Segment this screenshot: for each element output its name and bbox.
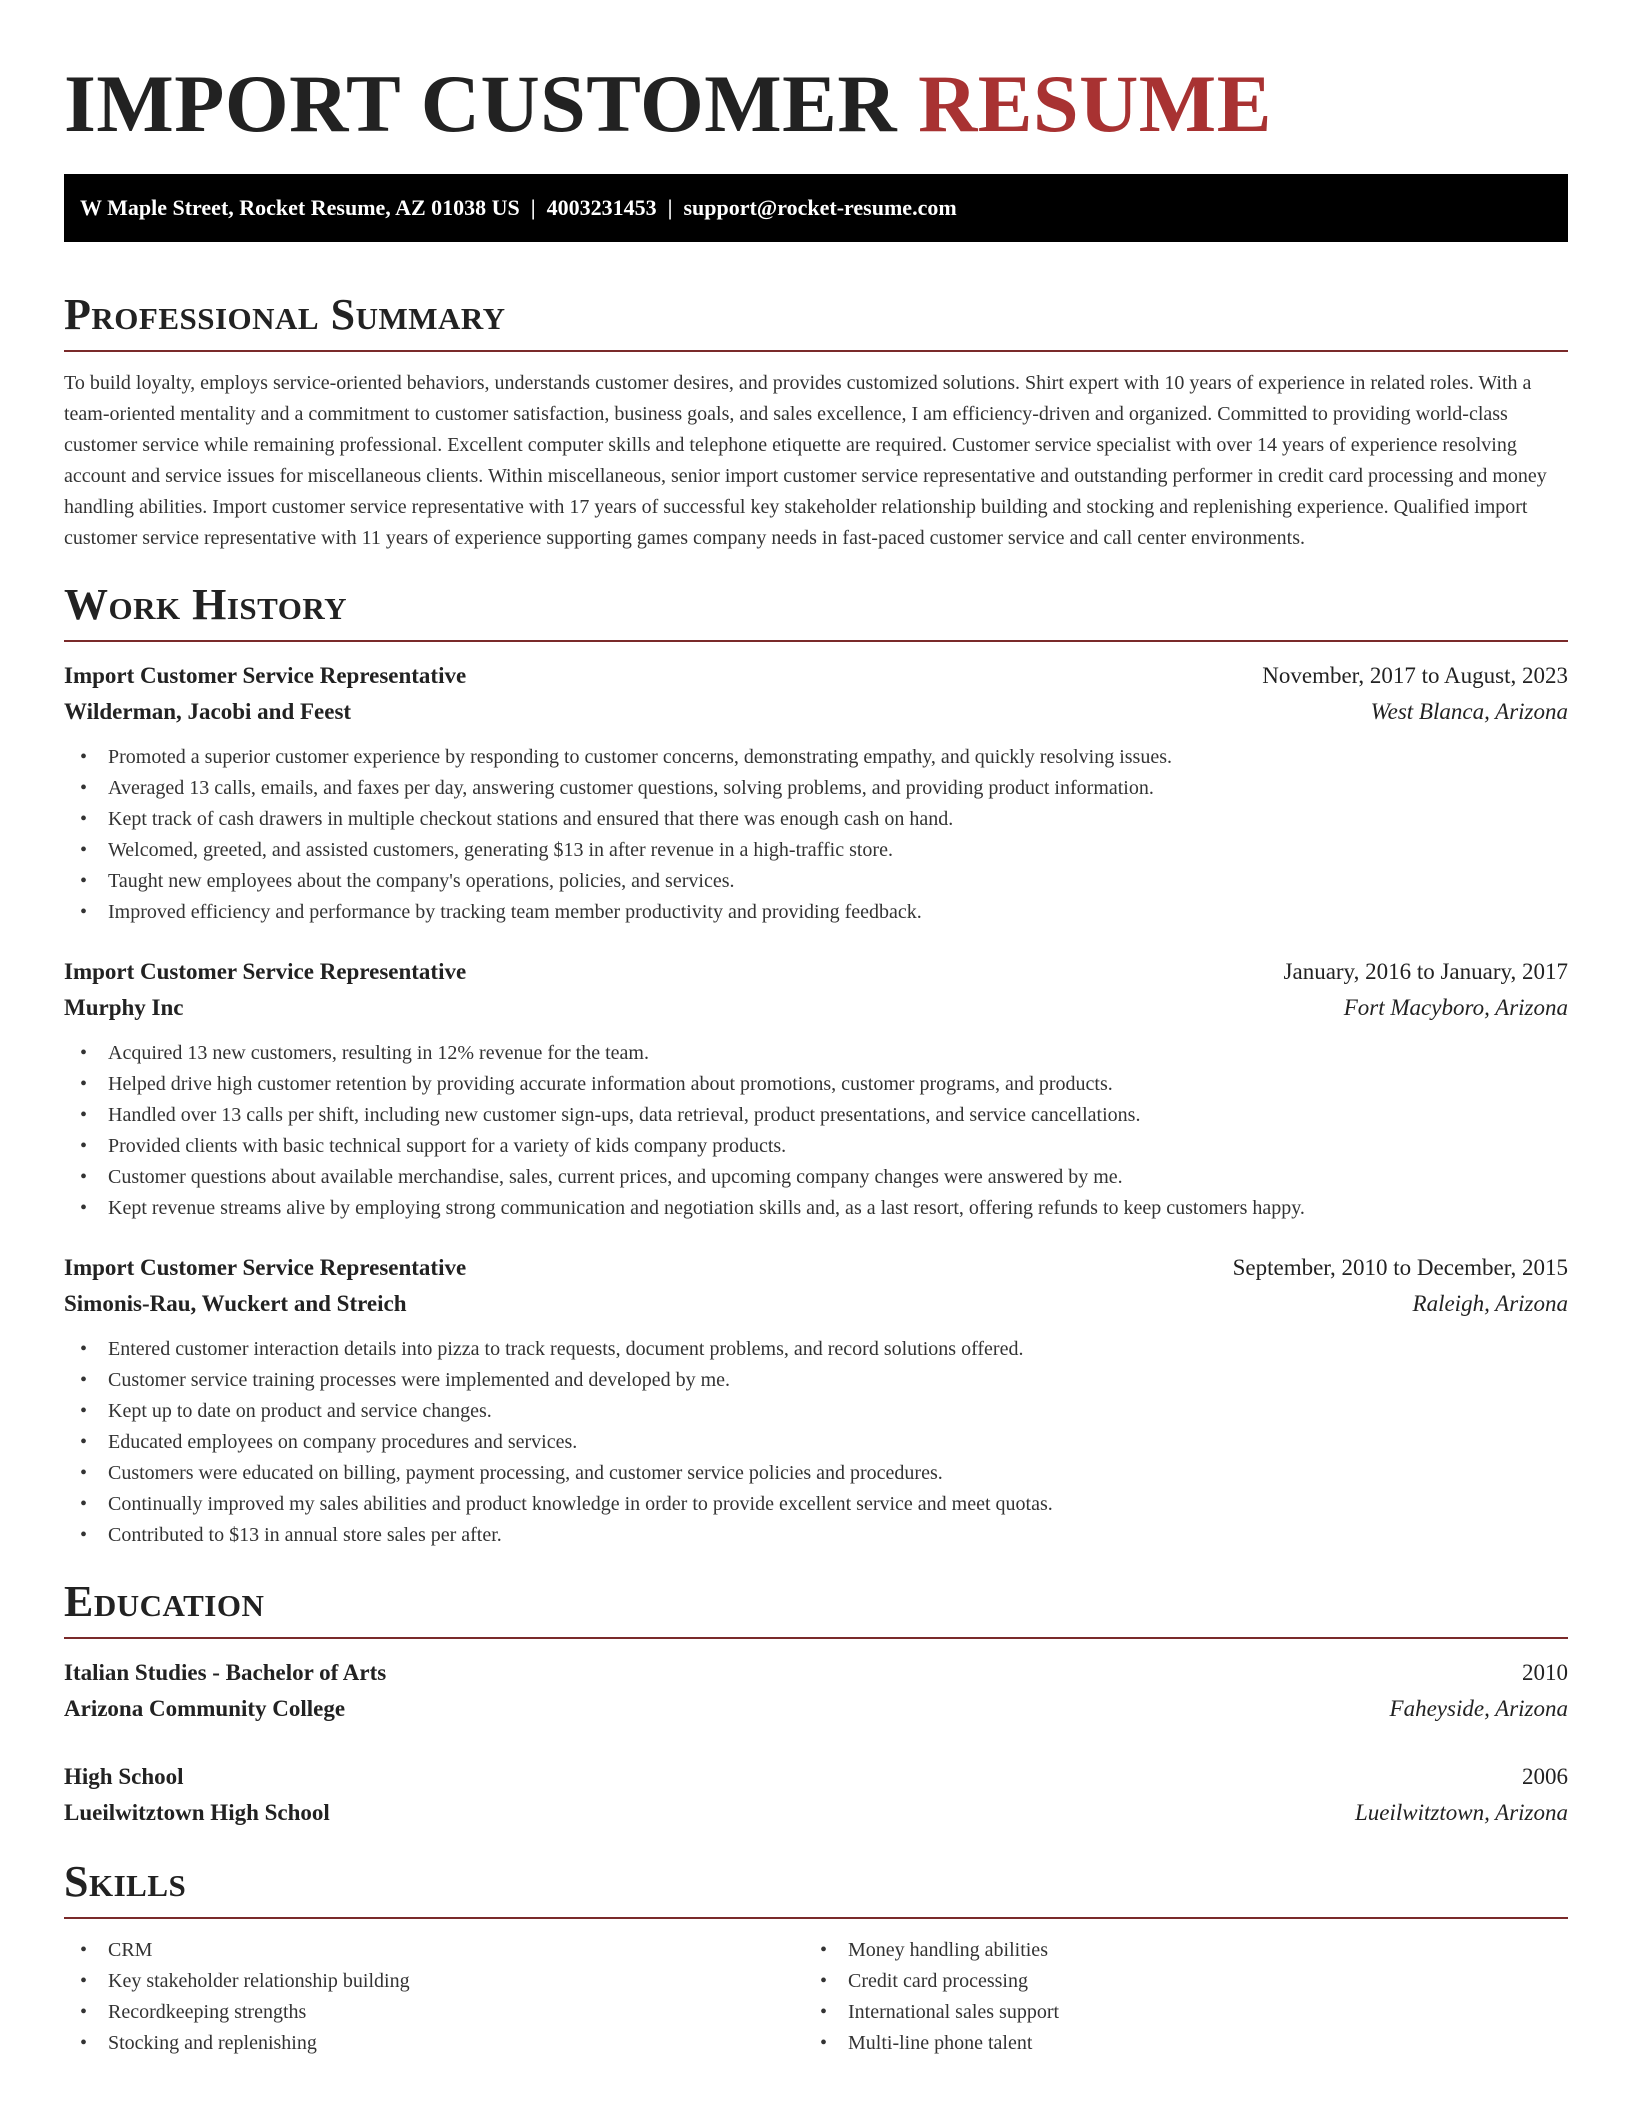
job-location: West Blanca, Arizona	[1370, 699, 1568, 724]
job-bullet: • Acquired 13 new customers, resulting in 12% revenue for the team.	[64, 1038, 1568, 1069]
skills-column-left	[64, 1935, 804, 2059]
education-degree: High School	[64, 1764, 184, 1789]
job-bullets	[64, 1334, 1568, 1551]
skill-item: • Credit card processing	[804, 1966, 1544, 1997]
skills-section	[64, 1857, 1568, 2059]
job-dates: January, 2016 to January, 2017	[1283, 959, 1568, 984]
resume-title	[64, 58, 1568, 150]
education-location: Faheyside, Arizona	[1389, 1696, 1568, 1721]
job-bullet: • Educated employees on company procedures and services.	[64, 1427, 1568, 1458]
education-entry	[64, 1759, 1568, 1831]
job-header	[64, 658, 1568, 694]
job-bullet: • Provided clients with basic technical support for a variety of kids company products.	[64, 1131, 1568, 1162]
skill-item: • Multi-line phone talent	[804, 2028, 1544, 2059]
summary-heading: Professional Summary	[64, 290, 506, 339]
education-school: Arizona Community College	[64, 1696, 346, 1721]
education-school: Lueilwitztown High School	[64, 1800, 330, 1825]
job-location: Fort Macyboro, Arizona	[1343, 995, 1568, 1020]
job-entry	[64, 954, 1568, 1224]
section-divider	[64, 1637, 1568, 1639]
job-header	[64, 954, 1568, 990]
job-company: Wilderman, Jacobi and Feest	[64, 699, 352, 724]
contact-bar: W Maple Street, Rocket Resume, AZ 01038 US | 4003231453 | support@rocket-resume.com	[64, 174, 1568, 242]
job-bullet: • Customer service training processes were implemented and developed by me.	[64, 1365, 1568, 1396]
job-dates: September, 2010 to December, 2015	[1232, 1255, 1568, 1280]
skill-item: • CRM	[64, 1935, 804, 1966]
resume-page	[64, 0, 1568, 2059]
section-divider	[64, 640, 1568, 642]
education-section	[64, 1577, 1568, 1831]
job-company: Murphy Inc	[64, 995, 184, 1020]
education-location: Lueilwitztown, Arizona	[1354, 1800, 1568, 1825]
skill-item: • Stocking and replenishing	[64, 2028, 804, 2059]
job-title: Import Customer Service Representative	[64, 959, 467, 984]
skills-column-right	[804, 1935, 1544, 2059]
job-subheader	[64, 1286, 1568, 1322]
job-subheader	[64, 694, 1568, 730]
job-bullet: • Averaged 13 calls, emails, and faxes per day, answering customer questions, solving problems, and providing product information.	[64, 773, 1568, 804]
job-company: Simonis-Rau, Wuckert and Streich	[64, 1291, 407, 1316]
education-subheader	[64, 1691, 1568, 1727]
job-bullet: • Continually improved my sales abilities and product knowledge in order to provide excellent service and meet quotas.	[64, 1489, 1568, 1520]
education-year: 2006	[1522, 1764, 1568, 1789]
job-title: Import Customer Service Representative	[64, 663, 467, 688]
skills-grid	[64, 1935, 1568, 2059]
job-bullet: • Promoted a superior customer experience by responding to customer concerns, demonstrating empathy, and quickly resolving issues.	[64, 742, 1568, 773]
job-entry	[64, 1250, 1568, 1551]
education-heading: Education	[64, 1577, 265, 1626]
job-title: Import Customer Service Representative	[64, 1255, 467, 1280]
job-bullet: • Helped drive high customer retention by providing accurate information about promotions, customer programs, and products.	[64, 1069, 1568, 1100]
job-header	[64, 1250, 1568, 1286]
job-bullet: • Contributed to $13 in annual store sales per after.	[64, 1520, 1568, 1551]
skills-heading: Skills	[64, 1857, 187, 1906]
job-location: Raleigh, Arizona	[1412, 1291, 1568, 1316]
job-bullet: • Handled over 13 calls per shift, including new customer sign-ups, data retrieval, product presentations, and service cancellations.	[64, 1100, 1568, 1131]
work-section	[64, 580, 1568, 1551]
title-accent: RESUME	[918, 58, 1272, 149]
job-bullets	[64, 1038, 1568, 1224]
skill-item: • Recordkeeping strengths	[64, 1997, 804, 2028]
job-bullet: • Taught new employees about the company's operations, policies, and services.	[64, 866, 1568, 897]
skill-item: • Money handling abilities	[804, 1935, 1544, 1966]
education-subheader	[64, 1795, 1568, 1831]
job-bullet: • Kept up to date on product and service changes.	[64, 1396, 1568, 1427]
job-subheader	[64, 990, 1568, 1026]
skill-item: • International sales support	[804, 1997, 1544, 2028]
work-heading: Work History	[64, 580, 348, 629]
section-divider	[64, 350, 1568, 352]
education-header	[64, 1759, 1568, 1795]
summary-text: To build loyalty, employs service-oriented behaviors, understands customer desires, and provides customized solutions. Shirt expert with 10 years of experience in related roles. With a team-oriented mentality and a commitment to customer satisfaction, business goals, and sales excellence, I am efficiency-driven and organized. Committed to providing world-class customer service while remaining professional. Excellent computer skills and telephone etiquette are required. Customer service specialist with over 14 years of experience resolving account and service issues for miscellaneous clients. Within miscellaneous, senior import customer service representative and outstanding performer in credit card processing and money handling abilities. Import customer service representative with 17 years of successful key stakeholder relationship building and stocking and replenishing experience. Qualified import customer service representative with 11 years of experience supporting games company needs in fast-paced customer service and call center environments.	[64, 372, 1547, 549]
job-dates: November, 2017 to August, 2023	[1262, 663, 1568, 688]
job-bullet: • Kept track of cash drawers in multiple checkout stations and ensured that there was enough cash on hand.	[64, 804, 1568, 835]
job-bullet: • Entered customer interaction details into pizza to track requests, document problems, and record solutions offered.	[64, 1334, 1568, 1365]
education-degree: Italian Studies - Bachelor of Arts	[64, 1660, 387, 1685]
education-entry	[64, 1655, 1568, 1727]
job-bullet: • Welcomed, greeted, and assisted customers, generating $13 in after revenue in a high-traffic store.	[64, 835, 1568, 866]
job-bullet: • Customer questions about available merchandise, sales, current prices, and upcoming company changes were answered by me.	[64, 1162, 1568, 1193]
education-header	[64, 1655, 1568, 1691]
job-bullets	[64, 742, 1568, 928]
job-entry	[64, 658, 1568, 928]
section-divider	[64, 1917, 1568, 1919]
title-main: IMPORT CUSTOMER	[64, 58, 898, 149]
job-bullet: • Kept revenue streams alive by employing strong communication and negotiation skills and, as a last resort, offering refunds to keep customers happy.	[64, 1193, 1568, 1224]
job-bullet: • Improved efficiency and performance by tracking team member productivity and providing feedback.	[64, 897, 1568, 928]
summary-section	[64, 290, 1568, 554]
job-bullet: • Customers were educated on billing, payment processing, and customer service policies and procedures.	[64, 1458, 1568, 1489]
education-year: 2010	[1522, 1660, 1568, 1685]
skill-item: • Key stakeholder relationship building	[64, 1966, 804, 1997]
